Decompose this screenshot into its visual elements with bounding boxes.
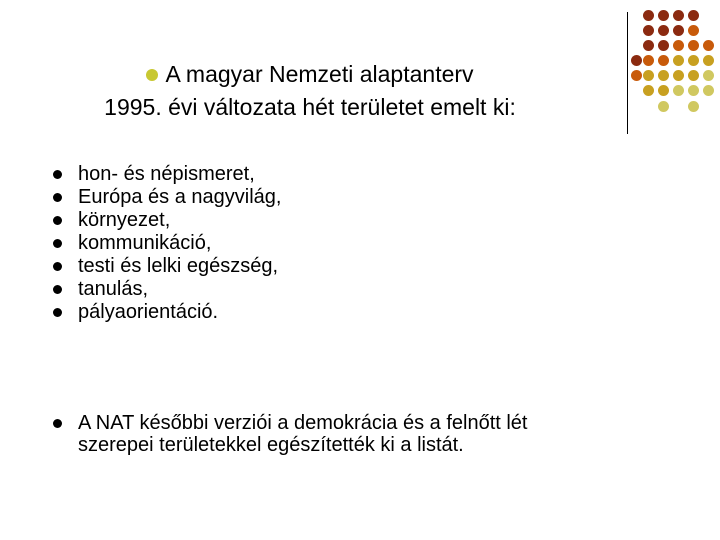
decor-dot-icon bbox=[643, 55, 654, 66]
list-item bbox=[50, 232, 281, 255]
bullet-icon bbox=[53, 419, 62, 428]
decor-dot-icon bbox=[688, 101, 699, 112]
bullet-icon bbox=[53, 170, 62, 179]
note-item bbox=[50, 412, 527, 456]
decor-dot-icon bbox=[658, 40, 669, 51]
bullet-icon bbox=[53, 193, 62, 202]
decor-dot-icon bbox=[673, 10, 684, 21]
bullet-icon bbox=[53, 285, 62, 294]
list-item-text: Európa és a nagyvilág, bbox=[78, 186, 282, 208]
list-item-text: környezet, bbox=[78, 209, 171, 231]
list-item bbox=[50, 163, 281, 186]
decor-dot-icon bbox=[658, 10, 669, 21]
decor-dot-icon bbox=[643, 25, 654, 36]
decor-dot-icon bbox=[643, 70, 654, 81]
list-item-text: tanulás, bbox=[78, 278, 149, 300]
decor-dot-icon bbox=[703, 55, 714, 66]
note-line-2: szerepei területekkel egészítették ki a listát. bbox=[78, 434, 464, 456]
decor-dot-icon bbox=[688, 25, 699, 36]
decor-dot-icon bbox=[658, 55, 669, 66]
decor-dot-icon bbox=[673, 70, 684, 81]
decor-dot-icon bbox=[688, 10, 699, 21]
list-item bbox=[50, 186, 281, 209]
title-bullet-icon bbox=[146, 69, 158, 81]
list-item bbox=[50, 301, 281, 324]
decor-dot-icon bbox=[643, 40, 654, 51]
list-item bbox=[50, 255, 281, 278]
list-item bbox=[50, 278, 281, 301]
bullet-icon bbox=[53, 308, 62, 317]
decor-dot-icon bbox=[658, 70, 669, 81]
bullet-icon bbox=[53, 239, 62, 248]
decor-dot-icon bbox=[658, 101, 669, 112]
decor-dot-icon bbox=[643, 10, 654, 21]
area-list bbox=[50, 163, 281, 324]
decor-dot-icon bbox=[688, 85, 699, 96]
decor-dot-icon bbox=[688, 55, 699, 66]
decor-dot-icon bbox=[673, 40, 684, 51]
list-item-text: kommunikáció, bbox=[78, 232, 212, 254]
decor-dot-icon bbox=[673, 55, 684, 66]
decor-dot-icon bbox=[703, 85, 714, 96]
decor-dot-icon bbox=[658, 85, 669, 96]
decor-dot-icon bbox=[658, 25, 669, 36]
title-line-2: 1995. évi változata hét területet emelt ki: bbox=[104, 94, 516, 120]
bullet-icon bbox=[53, 262, 62, 271]
decor-dot-icon bbox=[643, 85, 654, 96]
list-item-text: testi és lelki egészség, bbox=[78, 255, 279, 277]
decorative-dot-grid bbox=[631, 10, 713, 110]
decor-dot-icon bbox=[688, 70, 699, 81]
title-text-1: A magyar Nemzeti alaptanterv bbox=[165, 61, 474, 87]
separator-line bbox=[627, 12, 628, 134]
decor-dot-icon bbox=[703, 40, 714, 51]
list-item-text: hon- és népismeret, bbox=[78, 163, 255, 185]
decor-dot-icon bbox=[673, 85, 684, 96]
list-item-text: pályaorientáció. bbox=[78, 301, 219, 323]
note-line-1: A NAT későbbi verziói a demokrácia és a felnőtt lét bbox=[78, 412, 528, 434]
title-line-1 bbox=[0, 58, 620, 91]
decor-dot-icon bbox=[673, 25, 684, 36]
note-list bbox=[50, 412, 527, 456]
decor-dot-icon bbox=[631, 70, 642, 81]
bullet-icon bbox=[53, 216, 62, 225]
slide-title bbox=[0, 58, 620, 124]
decor-dot-icon bbox=[688, 40, 699, 51]
decor-dot-icon bbox=[703, 70, 714, 81]
list-item bbox=[50, 209, 281, 232]
decor-dot-icon bbox=[631, 55, 642, 66]
